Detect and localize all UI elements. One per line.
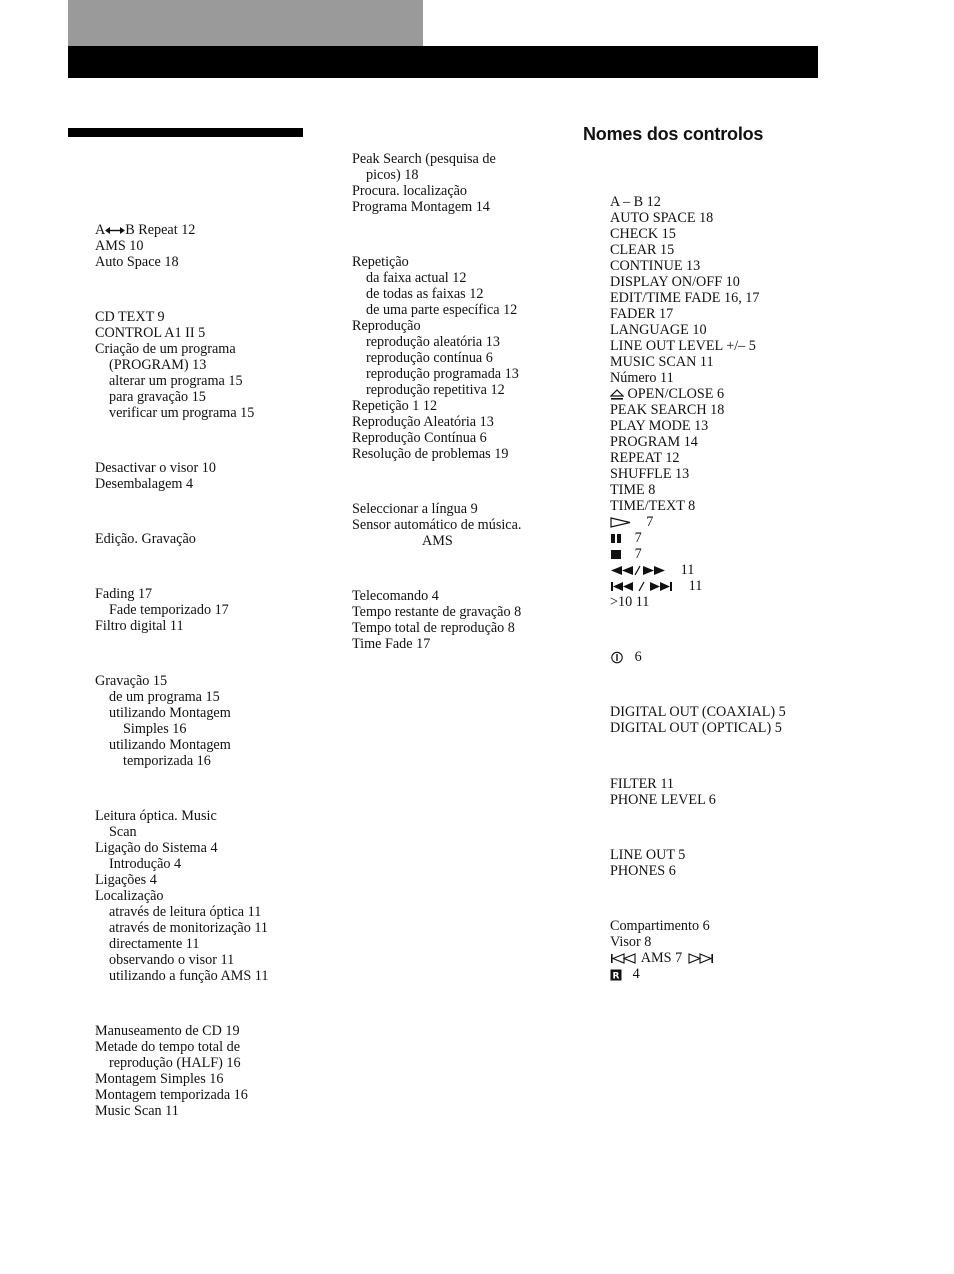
index-entry: Leitura óptica. Music — [95, 808, 217, 824]
index-entry: PHONES 6 — [610, 863, 676, 879]
index-entry: CONTINUE 13 — [610, 258, 701, 274]
index-entry: MUSIC SCAN 11 — [610, 354, 714, 370]
index-entry: Peak Search (pesquisa de — [352, 151, 496, 167]
index-entry: utilizando Montagem — [109, 737, 231, 753]
index-entry: Fade temporizado 17 — [109, 602, 229, 618]
index-entry: picos) 18 — [366, 167, 419, 183]
index-entry: Scan — [109, 824, 137, 840]
remote-sensor-icon — [610, 969, 622, 981]
index-entry: Tempo total de reprodução 8 — [352, 620, 515, 636]
header-gray-bar — [68, 0, 423, 46]
index-entry: Tempo restante de gravação 8 — [352, 604, 522, 620]
index-entry: PROGRAM 14 — [610, 434, 698, 450]
index-entry: LINE OUT LEVEL +/– 5 — [610, 338, 756, 354]
index-entry: Repetição — [352, 254, 409, 270]
index-entry: Ligações 4 — [95, 872, 157, 888]
index-entry: Reprodução Contínua 6 — [352, 430, 487, 446]
index-entry: FADER 17 — [610, 306, 674, 322]
index-entry: de uma parte específica 12 — [366, 302, 518, 318]
index-entry: 11 — [610, 578, 786, 594]
index-column-2 — [352, 151, 521, 652]
index-entry: DIGITAL OUT (OPTICAL) 5 — [610, 720, 782, 736]
play-icon — [610, 517, 632, 528]
index-entry: de um programa 15 — [109, 689, 220, 705]
section-heading: Nomes dos controlos — [583, 124, 764, 144]
svg-text:R: R — [612, 971, 620, 981]
index-entry: Repetição 1 12 — [352, 398, 438, 414]
index-entry: A – B 12 — [610, 194, 661, 210]
index-top-rule — [68, 128, 303, 137]
rewind-ffwd-icon — [610, 565, 670, 576]
index-entry: reprodução aleatória 13 — [366, 334, 500, 350]
stop-icon — [610, 549, 624, 560]
ams-next-icon — [686, 953, 714, 964]
index-entry: CONTROL A1 II 5 — [95, 325, 206, 341]
index-entry: reprodução programada 13 — [366, 366, 519, 382]
index-entry: DISPLAY ON/OFF 10 — [610, 274, 740, 290]
index-entry: AMS 10 — [95, 238, 144, 254]
index-entry: Reprodução Aleatória 13 — [352, 414, 494, 430]
pause-icon — [610, 533, 624, 544]
ams-prev-icon — [610, 953, 638, 964]
index-entry: Montagem Simples 16 — [95, 1071, 224, 1087]
index-entry: R 4 — [610, 966, 786, 982]
index-column-1 — [95, 222, 268, 1119]
index-entry: reprodução contínua 6 — [366, 350, 493, 366]
index-entry: Programa Montagem 14 — [352, 199, 490, 215]
index-entry: LINE OUT 5 — [610, 847, 686, 863]
index-entry: Simples 16 — [123, 721, 187, 737]
index-entry: FILTER 11 — [610, 776, 674, 792]
index-entry: CD TEXT 9 — [95, 309, 165, 325]
index-entry: reprodução repetitiva 12 — [366, 382, 505, 398]
index-entry: OPEN/CLOSE 6 — [610, 386, 786, 402]
index-entry: utilizando a função AMS 11 — [109, 968, 269, 984]
index-entry: DIGITAL OUT (COAXIAL) 5 — [610, 704, 786, 720]
index-entry: >10 11 — [610, 594, 650, 610]
index-entry: (PROGRAM) 13 — [109, 357, 207, 373]
index-entry: 7 — [610, 546, 786, 562]
index-entry: Auto Space 18 — [95, 254, 179, 270]
double-arrow-icon — [105, 226, 125, 235]
index-entry: PEAK SEARCH 18 — [610, 402, 725, 418]
index-entry: Montagem temporizada 16 — [95, 1087, 248, 1103]
index-entry: Metade do tempo total de — [95, 1039, 240, 1055]
index-entry: Localização — [95, 888, 164, 904]
index-entry: SHUFFLE 13 — [610, 466, 690, 482]
index-entry: 7 — [610, 530, 786, 546]
index-entry: EDIT/TIME FADE 16, 17 — [610, 290, 760, 306]
index-entry: AMS 7 — [610, 950, 786, 966]
index-entry: directamente 11 — [109, 936, 200, 952]
index-entry: Fading 17 — [95, 586, 153, 602]
index-entry: Time Fade 17 — [352, 636, 431, 652]
eject-icon — [610, 389, 624, 401]
index-entry: AMS — [422, 533, 453, 549]
index-entry: observando o visor 11 — [109, 952, 235, 968]
index-entry: PLAY MODE 13 — [610, 418, 709, 434]
index-entry: Resolução de problemas 19 — [352, 446, 509, 462]
index-entry: utilizando Montagem — [109, 705, 231, 721]
index-entry: Filtro digital 11 — [95, 618, 184, 634]
index-entry: PHONE LEVEL 6 — [610, 792, 716, 808]
index-entry: 11 — [610, 562, 786, 578]
index-entry: Telecomando 4 — [352, 588, 439, 604]
index-entry: AUTO SPACE 18 — [610, 210, 714, 226]
index-entry: LANGUAGE 10 — [610, 322, 707, 338]
index-entry: reprodução (HALF) 16 — [109, 1055, 241, 1071]
index-entry: 7 — [610, 514, 786, 530]
index-entry: de todas as faixas 12 — [366, 286, 484, 302]
index-entry: Desembalagem 4 — [95, 476, 194, 492]
index-entry: alterar um programa 15 — [109, 373, 243, 389]
index-entry: TIME/TEXT 8 — [610, 498, 696, 514]
index-entry: CHECK 15 — [610, 226, 676, 242]
index-entry: Edição. Gravação — [95, 531, 196, 547]
index-entry: TIME 8 — [610, 482, 656, 498]
index-entry: Compartimento 6 — [610, 918, 710, 934]
index-entry: para gravação 15 — [109, 389, 206, 405]
index-entry: Introdução 4 — [109, 856, 182, 872]
header-black-bar — [68, 46, 818, 78]
index-entry: REPEAT 12 — [610, 450, 680, 466]
index-entry: verificar um programa 15 — [109, 405, 255, 421]
index-entry: através de monitorização 11 — [109, 920, 269, 936]
prev-next-icon — [610, 581, 678, 592]
index-entry: Desactivar o visor 10 — [95, 460, 216, 476]
index-entry: Número 11 — [610, 370, 674, 386]
index-entry: CLEAR 15 — [610, 242, 675, 258]
index-entry: A B Repeat 12 — [95, 222, 196, 238]
index-entry: Reprodução — [352, 318, 421, 334]
index-entry-text: B Repeat 12 — [125, 222, 196, 238]
index-entry: Criação de um programa — [95, 341, 236, 357]
index-entry: Sensor automático de música. — [352, 517, 522, 533]
index-entry: Seleccionar a língua 9 — [352, 501, 478, 517]
index-entry: Visor 8 — [610, 934, 652, 950]
power-icon — [610, 651, 624, 664]
index-entry: através de leitura óptica 11 — [109, 904, 262, 920]
index-entry: da faixa actual 12 — [366, 270, 467, 286]
index-column-3 — [610, 194, 786, 982]
index-entry: 6 — [610, 649, 786, 665]
index-entry: temporizada 16 — [123, 753, 211, 769]
index-entry: Manuseamento de CD 19 — [95, 1023, 240, 1039]
index-entry: Ligação do Sistema 4 — [95, 840, 218, 856]
index-entry: Procura. localização — [352, 183, 468, 199]
index-entry: Music Scan 11 — [95, 1103, 179, 1119]
index-entry: Gravação 15 — [95, 673, 168, 689]
